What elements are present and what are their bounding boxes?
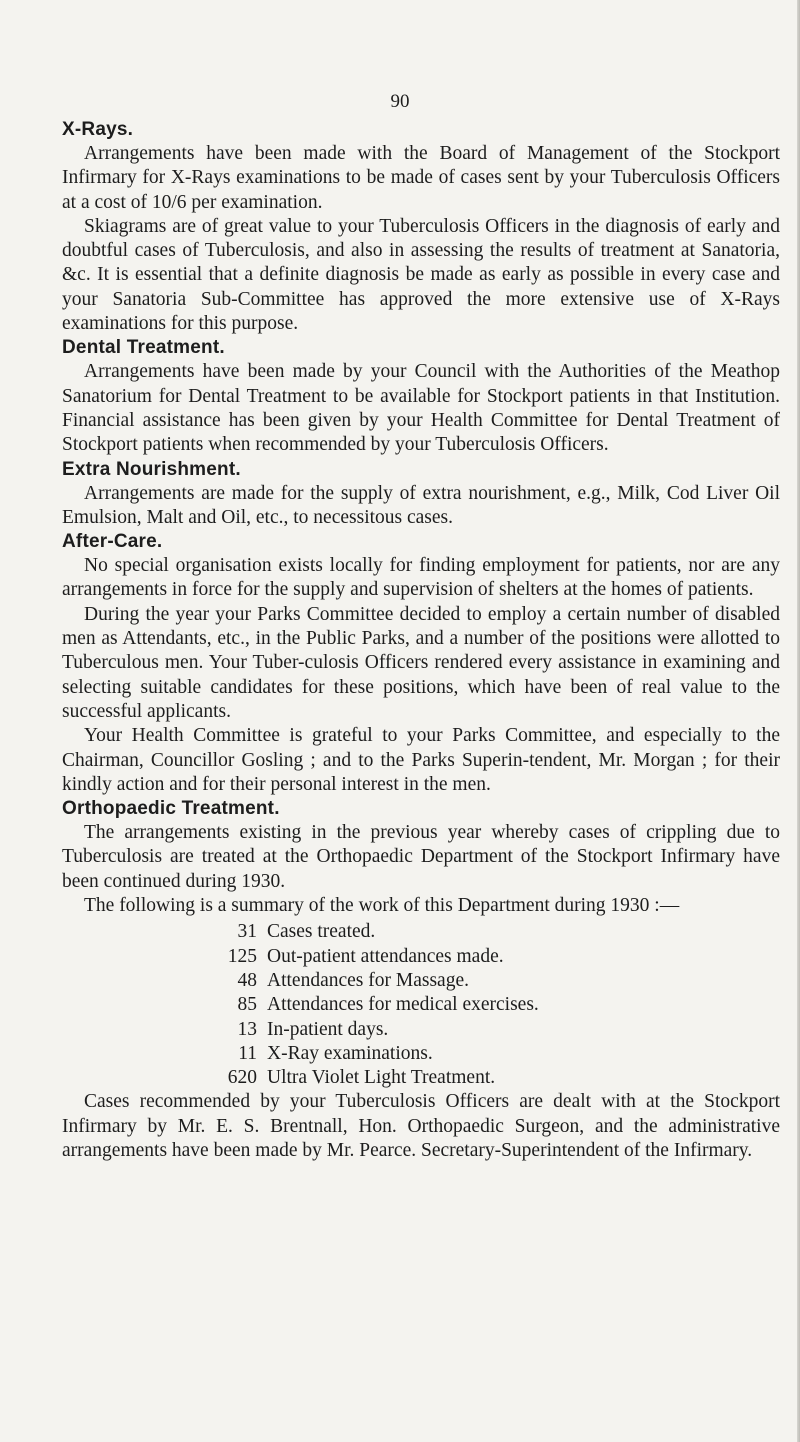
paragraph: Arrangements have been made with the Board of Management of the Stockport Infirmary for X-Rays examinations to be made of cases sent by your Tuberculosis Officers at a cost of 10/6 per examination. <box>62 143 780 213</box>
summary-row <box>62 1042 780 1066</box>
summary-label: Attendances for medical exercises. <box>267 994 539 1016</box>
summary-row <box>62 969 780 993</box>
summary-label: Ultra Violet Light Treatment. <box>267 1067 496 1089</box>
summary-count: 125 <box>227 945 257 967</box>
summary-label: Attendances for Massage. <box>267 969 469 991</box>
section-heading-orthopaedic: Orthopaedic Treatment. <box>62 798 280 820</box>
paragraph: The arrangements existing in the previous year whereby cases of crippling due to Tuberculosis are treated at the Orthopaedic Department of the Stockport Infirmary have been continued during 1930. <box>62 822 780 892</box>
summary-row <box>62 1066 780 1090</box>
summary-count: 620 <box>227 1067 257 1089</box>
summary-row <box>62 920 780 944</box>
summary-label: Cases treated. <box>267 921 376 943</box>
summary-label: Out-patient attendances made. <box>267 945 504 967</box>
summary-count: 48 <box>237 969 257 991</box>
summary-count: 31 <box>237 921 257 943</box>
section-heading-dental: Dental Treatment. <box>62 337 225 359</box>
paragraph: During the year your Parks Committee decided to employ a certain number of disabled men as Attendants, etc., in the Public Parks, and a number of the positions were allotted to Tuberculous men. Your Tuber-culosis Officers rendered every assistance in examining and selecting suitable candidates for these positions, which have been of real value to the successful applicants. <box>62 603 780 722</box>
summary-count: 11 <box>238 1042 257 1064</box>
summary-table <box>62 920 780 1090</box>
summary-label: In-patient days. <box>267 1018 389 1040</box>
summary-row <box>62 993 780 1017</box>
paragraph: The following is a summary of the work of this Department during 1930 :— <box>84 895 680 917</box>
summary-row <box>62 1018 780 1042</box>
summary-count: 13 <box>237 1018 257 1040</box>
paragraph: Arrangements have been made by your Council with the Authorities of the Meathop Sanatorium for Dental Treatment to be available for Stockport patients in that Institution. Financial assistance has been given by your Health Committee for Dental Treatment of Stockport patients when recommended by your Tuberculosis Officers. <box>62 361 780 456</box>
page-number: 90 <box>390 91 410 112</box>
document-body <box>62 118 780 1163</box>
summary-label: X-Ray examinations. <box>267 1042 433 1064</box>
section-heading-xrays: X-Rays. <box>62 119 134 140</box>
paragraph: No special organisation exists locally for finding employment for patients, nor are any arrangements in force for the supply and supervision of shelters at the homes of patients. <box>62 555 780 601</box>
summary-row <box>62 945 780 969</box>
section-heading-aftercare: After-Care. <box>62 531 163 553</box>
paragraph: Skiagrams are of great value to your Tuberculosis Officers in the diagnosis of early and doubtful cases of Tuberculosis, and also in assessing the results of treatment at Sanatoria, &c. It is essential that a definite diagnosis be made as early as possible in every case and your Sanatoria Sub-Committee has approved the more extensive use of X-Rays examinations for this purpose. <box>62 215 780 335</box>
paragraph: Your Health Committee is grateful to your Parks Committee, and especially to the Chairman, Councillor Gosling ; and to the Parks Superin-tendent, Mr. Morgan ; for their kindly action and for their personal interest in the men. <box>62 725 780 795</box>
summary-count: 85 <box>237 994 257 1016</box>
section-heading-nourishment: Extra Nourishment. <box>62 458 241 480</box>
paragraph: Cases recommended by your Tuberculosis Officers are dealt with at the Stockport Infirmary by Mr. E. S. Brentnall, Hon. Orthopaedic Surgeon, and the administrative arrangements have been made by Mr. Pearce. Secretary-Superintendent of the Infirmary. <box>62 1091 780 1161</box>
paragraph: Arrangements are made for the supply of extra nourishment, e.g., Milk, Cod Liver Oil Emulsion, Malt and Oil, etc., to necessitous cases. <box>62 482 780 528</box>
